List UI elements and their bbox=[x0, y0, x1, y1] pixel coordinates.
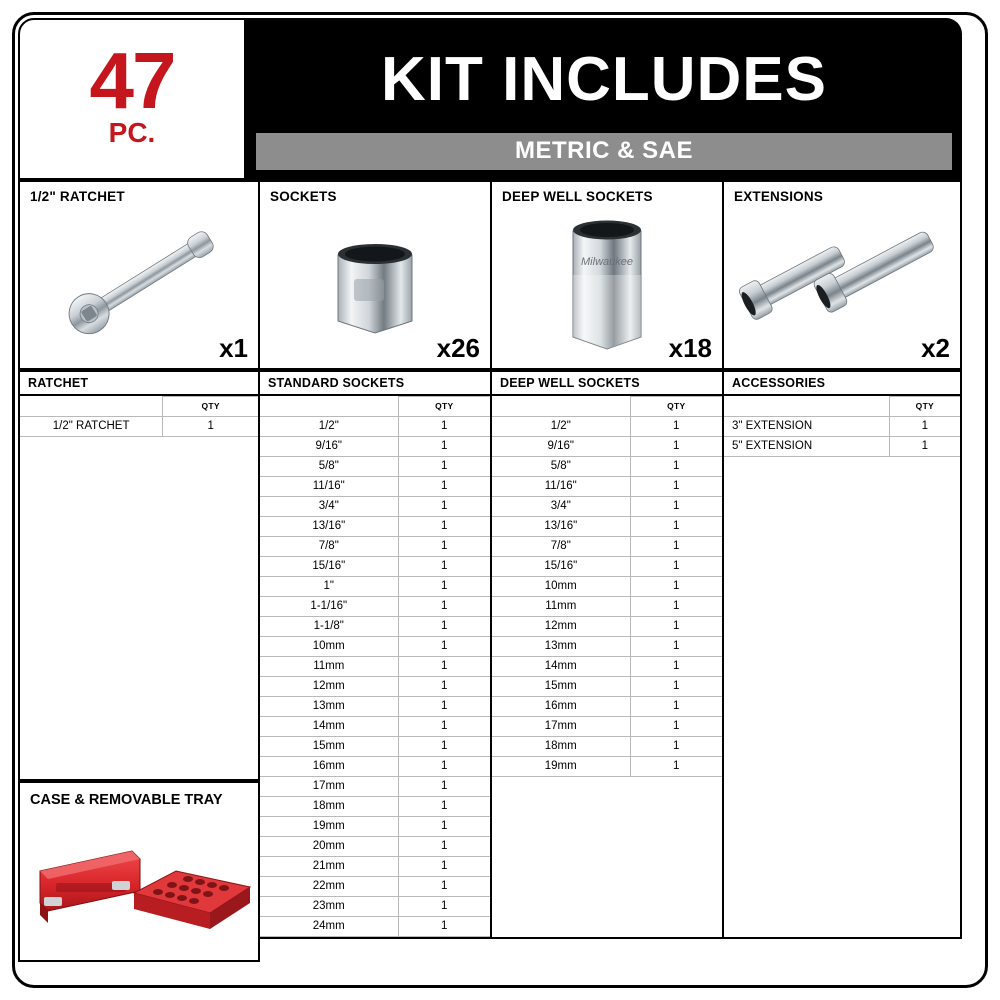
item-name: 1/2" bbox=[260, 417, 398, 437]
item-name: 24mm bbox=[260, 917, 398, 937]
qty-header: QTY bbox=[163, 397, 258, 417]
item-name: 1-1/8" bbox=[260, 617, 398, 637]
table-row bbox=[724, 437, 960, 457]
item-name: 11/16" bbox=[260, 477, 398, 497]
item-name: 9/16" bbox=[260, 437, 398, 457]
item-qty: 1 bbox=[398, 777, 490, 797]
item-name: 16mm bbox=[492, 697, 630, 717]
item-qty: 1 bbox=[630, 677, 722, 697]
item-name: 18mm bbox=[492, 737, 630, 757]
case-and-tray-panel bbox=[18, 781, 260, 962]
item-name: 11/16" bbox=[492, 477, 630, 497]
table-row bbox=[724, 417, 960, 437]
accessories-items-table bbox=[724, 396, 960, 457]
item-qty: 1 bbox=[398, 697, 490, 717]
table-row bbox=[260, 837, 490, 857]
item-qty: 1 bbox=[630, 617, 722, 637]
hero-cell-deep-well bbox=[492, 180, 724, 370]
item-name: 22mm bbox=[260, 877, 398, 897]
table-row bbox=[492, 577, 722, 597]
table-row bbox=[260, 477, 490, 497]
table-row bbox=[260, 877, 490, 897]
item-qty: 1 bbox=[398, 557, 490, 577]
ratchet-items-table bbox=[20, 396, 258, 437]
piece-count-label: PC. bbox=[108, 117, 156, 148]
table-header-row bbox=[260, 397, 490, 417]
table-heading: STANDARD SOCKETS bbox=[260, 372, 490, 396]
item-name: 5/8" bbox=[260, 457, 398, 477]
item-qty: 1 bbox=[398, 797, 490, 817]
item-name: 13/16" bbox=[492, 517, 630, 537]
item-name: 1" bbox=[260, 577, 398, 597]
item-qty: 1 bbox=[398, 757, 490, 777]
name-header bbox=[20, 397, 163, 417]
table-row bbox=[492, 477, 722, 497]
page-title: KIT INCLUDES bbox=[381, 44, 827, 114]
table-row bbox=[260, 717, 490, 737]
item-qty: 1 bbox=[630, 597, 722, 617]
table-row bbox=[260, 557, 490, 577]
item-name: 19mm bbox=[492, 757, 630, 777]
item-name: 3" EXTENSION bbox=[724, 417, 889, 437]
table-row bbox=[260, 657, 490, 677]
table-row bbox=[492, 537, 722, 557]
item-qty: 1 bbox=[398, 877, 490, 897]
table-row bbox=[492, 497, 722, 517]
table-heading: DEEP WELL SOCKETS bbox=[492, 372, 722, 396]
hero-caption: SOCKETS bbox=[270, 189, 337, 204]
item-qty: 1 bbox=[630, 577, 722, 597]
item-name: 16mm bbox=[260, 757, 398, 777]
item-name: 9/16" bbox=[492, 437, 630, 457]
item-qty: 1 bbox=[398, 717, 490, 737]
item-qty: 1 bbox=[398, 857, 490, 877]
item-qty: 1 bbox=[630, 497, 722, 517]
item-qty: 1 bbox=[889, 417, 960, 437]
item-name: 19mm bbox=[260, 817, 398, 837]
item-name: 10mm bbox=[260, 637, 398, 657]
item-name: 13mm bbox=[492, 637, 630, 657]
item-name: 15mm bbox=[492, 677, 630, 697]
item-name: 23mm bbox=[260, 897, 398, 917]
table-row bbox=[260, 517, 490, 537]
item-qty: 1 bbox=[398, 477, 490, 497]
hero-cell-sockets bbox=[260, 180, 492, 370]
item-qty: 1 bbox=[398, 497, 490, 517]
table-row bbox=[260, 537, 490, 557]
item-name: 18mm bbox=[260, 797, 398, 817]
item-qty: 1 bbox=[889, 437, 960, 457]
table-row bbox=[492, 617, 722, 637]
table-row bbox=[260, 897, 490, 917]
name-header bbox=[724, 397, 889, 417]
item-qty: 1 bbox=[398, 657, 490, 677]
item-qty: 1 bbox=[630, 717, 722, 737]
table-heading: ACCESSORIES bbox=[724, 372, 960, 396]
table-standard-sockets bbox=[260, 370, 492, 939]
table-row bbox=[260, 417, 490, 437]
hero-caption: 1/2" RATCHET bbox=[30, 189, 125, 204]
table-header-row bbox=[20, 397, 258, 417]
item-qty: 1 bbox=[398, 437, 490, 457]
item-name: 20mm bbox=[260, 837, 398, 857]
item-qty: 1 bbox=[630, 437, 722, 457]
item-qty: 1 bbox=[398, 737, 490, 757]
table-row bbox=[492, 557, 722, 577]
item-name: 3/4" bbox=[260, 497, 398, 517]
item-name: 13mm bbox=[260, 697, 398, 717]
item-qty: 1 bbox=[630, 417, 722, 437]
piece-count-number: 47 bbox=[89, 36, 175, 125]
item-qty: 1 bbox=[398, 457, 490, 477]
name-header bbox=[260, 397, 398, 417]
item-name: 3/4" bbox=[492, 497, 630, 517]
item-qty: 1 bbox=[630, 477, 722, 497]
item-qty: 1 bbox=[630, 697, 722, 717]
item-name: 14mm bbox=[492, 657, 630, 677]
table-row bbox=[260, 797, 490, 817]
item-name: 10mm bbox=[492, 577, 630, 597]
hero-row bbox=[18, 180, 962, 370]
subtitle-bar: METRIC & SAE bbox=[256, 133, 952, 170]
table-row bbox=[492, 417, 722, 437]
item-qty: 1 bbox=[163, 417, 258, 437]
svg-text:Milwaukee: Milwaukee bbox=[581, 256, 633, 268]
item-qty: 1 bbox=[398, 897, 490, 917]
table-header-row bbox=[724, 397, 960, 417]
item-name: 17mm bbox=[260, 777, 398, 797]
ratchet-column-spacer bbox=[18, 448, 260, 781]
table-row bbox=[492, 717, 722, 737]
item-name: 1/2" bbox=[492, 417, 630, 437]
table-row bbox=[492, 517, 722, 537]
deep-well-items-table bbox=[492, 396, 722, 777]
item-name: 15mm bbox=[260, 737, 398, 757]
item-name: 15/16" bbox=[492, 557, 630, 577]
case-tray-icon bbox=[20, 819, 258, 954]
table-row bbox=[260, 597, 490, 617]
table-accessories bbox=[724, 370, 962, 939]
item-name: 17mm bbox=[492, 717, 630, 737]
item-qty: 1 bbox=[398, 597, 490, 617]
item-qty: 1 bbox=[398, 917, 490, 937]
table-row bbox=[260, 437, 490, 457]
piece-count-badge bbox=[18, 18, 246, 180]
item-name: 13/16" bbox=[260, 517, 398, 537]
table-deep-well-sockets bbox=[492, 370, 724, 939]
item-name: 12mm bbox=[492, 617, 630, 637]
table-row bbox=[260, 697, 490, 717]
item-name: 14mm bbox=[260, 717, 398, 737]
table-row bbox=[492, 757, 722, 777]
item-qty: 1 bbox=[398, 637, 490, 657]
hero-qty: x2 bbox=[921, 333, 950, 363]
table-row bbox=[20, 417, 258, 437]
item-name: 1/2" RATCHET bbox=[20, 417, 163, 437]
table-heading: RATCHET bbox=[20, 372, 258, 396]
header-banner bbox=[246, 18, 962, 180]
item-qty: 1 bbox=[398, 577, 490, 597]
item-qty: 1 bbox=[630, 457, 722, 477]
item-name: 7/8" bbox=[492, 537, 630, 557]
item-qty: 1 bbox=[630, 637, 722, 657]
hero-cell-ratchet bbox=[18, 180, 260, 370]
item-name: 1-1/16" bbox=[260, 597, 398, 617]
case-title: CASE & REMOVABLE TRAY bbox=[30, 792, 223, 808]
table-row bbox=[260, 737, 490, 757]
table-row bbox=[492, 677, 722, 697]
table-row bbox=[492, 437, 722, 457]
item-qty: 1 bbox=[630, 557, 722, 577]
item-qty: 1 bbox=[630, 657, 722, 677]
table-row bbox=[492, 637, 722, 657]
item-name: 5/8" bbox=[492, 457, 630, 477]
qty-header: QTY bbox=[398, 397, 490, 417]
table-row bbox=[492, 737, 722, 757]
table-row bbox=[260, 817, 490, 837]
table-row bbox=[260, 637, 490, 657]
table-row bbox=[260, 857, 490, 877]
hero-qty: x26 bbox=[436, 333, 480, 363]
item-qty: 1 bbox=[398, 517, 490, 537]
item-qty: 1 bbox=[630, 757, 722, 777]
table-row bbox=[260, 677, 490, 697]
item-name: 5" EXTENSION bbox=[724, 437, 889, 457]
table-row bbox=[260, 457, 490, 477]
qty-header: QTY bbox=[889, 397, 960, 417]
item-qty: 1 bbox=[398, 417, 490, 437]
qty-header: QTY bbox=[630, 397, 722, 417]
table-row bbox=[260, 497, 490, 517]
table-row bbox=[492, 697, 722, 717]
item-name: 11mm bbox=[492, 597, 630, 617]
item-qty: 1 bbox=[630, 537, 722, 557]
name-header bbox=[492, 397, 630, 417]
table-row bbox=[260, 757, 490, 777]
table-row bbox=[260, 617, 490, 637]
item-name: 7/8" bbox=[260, 537, 398, 557]
standard-items-table bbox=[260, 396, 490, 937]
table-row bbox=[492, 597, 722, 617]
hero-cell-extensions bbox=[724, 180, 962, 370]
table-row bbox=[492, 457, 722, 477]
table-row bbox=[260, 577, 490, 597]
item-name: 12mm bbox=[260, 677, 398, 697]
item-qty: 1 bbox=[398, 617, 490, 637]
item-name: 21mm bbox=[260, 857, 398, 877]
item-qty: 1 bbox=[398, 837, 490, 857]
table-header-row bbox=[492, 397, 722, 417]
item-name: 11mm bbox=[260, 657, 398, 677]
item-qty: 1 bbox=[630, 517, 722, 537]
table-row bbox=[260, 777, 490, 797]
item-qty: 1 bbox=[398, 677, 490, 697]
table-row bbox=[260, 917, 490, 937]
item-name: 15/16" bbox=[260, 557, 398, 577]
item-qty: 1 bbox=[398, 537, 490, 557]
hero-qty: x1 bbox=[219, 333, 248, 363]
hero-qty: x18 bbox=[668, 333, 712, 363]
hero-caption: EXTENSIONS bbox=[734, 189, 824, 204]
header bbox=[18, 18, 962, 180]
item-qty: 1 bbox=[398, 817, 490, 837]
table-row bbox=[492, 657, 722, 677]
hero-caption: DEEP WELL SOCKETS bbox=[502, 189, 653, 204]
item-qty: 1 bbox=[630, 737, 722, 757]
